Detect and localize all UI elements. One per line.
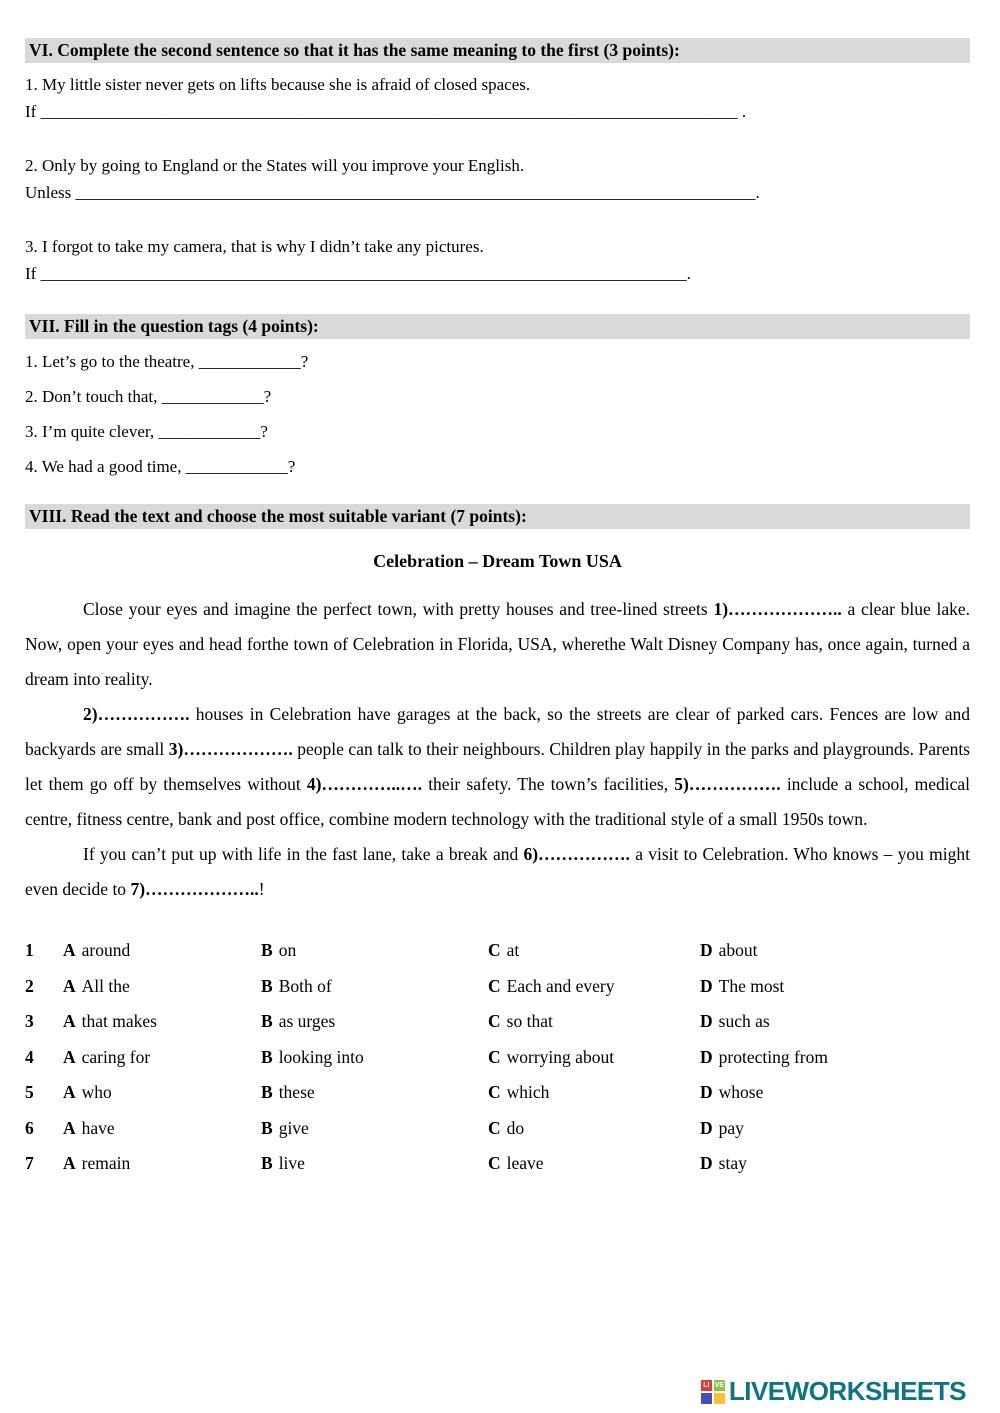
option-text: pay — [718, 1117, 744, 1138]
question-tag-line[interactable]: 4. We had a good time, ____________? — [25, 457, 296, 476]
option-text: worrying about — [506, 1046, 615, 1067]
table-row — [25, 933, 970, 969]
option-text: have — [81, 1117, 115, 1138]
option-text: All the — [81, 975, 130, 996]
option-text: protecting from — [718, 1046, 828, 1067]
option-letter: C — [488, 1046, 501, 1067]
section-vii-body — [25, 344, 970, 484]
option-text: which — [506, 1082, 550, 1102]
paragraph-segment: ! — [258, 879, 265, 899]
option-c[interactable] — [488, 1146, 700, 1182]
option-a[interactable] — [63, 1146, 261, 1182]
question-tag-line[interactable]: 2. Don’t touch that, ____________? — [25, 387, 272, 406]
table-row — [25, 1075, 970, 1111]
logo-square-red: LI — [701, 1380, 712, 1391]
option-c[interactable] — [488, 969, 700, 1005]
option-letter: D — [700, 975, 713, 996]
option-c[interactable] — [488, 1075, 700, 1111]
option-row-number: 3 — [25, 1011, 34, 1031]
table-row — [25, 1040, 970, 1076]
option-d[interactable] — [700, 1146, 970, 1182]
option-text: Both of — [278, 975, 332, 996]
gap-marker-5: 5)……………. — [674, 774, 781, 794]
option-text: do — [506, 1117, 525, 1138]
option-letter: B — [261, 940, 273, 960]
logo-square-green: VE — [714, 1381, 725, 1389]
sentence-transform-item — [25, 71, 970, 125]
option-a[interactable] — [63, 933, 261, 969]
option-b[interactable] — [261, 1111, 488, 1147]
sentence-transform-item — [25, 152, 970, 206]
option-text: whose — [718, 1082, 764, 1102]
paragraph-segment: include a school, medical centre, fitness centre, bank and post office, combine modern technology with the traditional style of a small 1950s town. — [25, 774, 970, 829]
paragraph-segment: houses in Celebration have garages at the back, so the streets are clear of parked cars. Fences are low and backyards are small — [25, 704, 970, 759]
reading-paragraph-2 — [25, 697, 970, 837]
answer-options-table — [25, 933, 970, 1182]
liveworksheets-grid-icon — [701, 1380, 725, 1404]
option-b[interactable] — [261, 1004, 488, 1040]
option-b[interactable] — [261, 969, 488, 1005]
paragraph-segment: their safety. The town’s facilities, — [422, 774, 675, 794]
option-letter: A — [63, 975, 76, 996]
option-d[interactable] — [700, 1111, 970, 1147]
option-text: about — [718, 940, 758, 960]
table-row — [25, 1004, 970, 1040]
option-text: stay — [718, 1153, 747, 1173]
section-vi-header: VI. Complete the second sentence so that it has the same meaning to the first (3 points): — [25, 38, 970, 63]
paragraph-segment: people can talk to their neighbours. Children play happily in the parks and playgrounds. Parents let them go off by themselves without — [25, 739, 970, 794]
option-b[interactable] — [261, 1075, 488, 1111]
section-vi-body — [25, 71, 970, 287]
option-text: that makes — [81, 1011, 157, 1031]
option-a[interactable] — [63, 969, 261, 1005]
gap-marker-4: 4)…………..…. — [306, 774, 423, 794]
option-letter: C — [488, 940, 501, 960]
option-text: at — [506, 940, 520, 960]
option-text: so that — [506, 1011, 553, 1031]
option-row-number: 5 — [25, 1082, 34, 1102]
gap-marker-3: 3)………………. — [168, 739, 293, 759]
option-text: caring for — [81, 1046, 151, 1067]
option-a[interactable] — [63, 1111, 261, 1147]
option-text: as urges — [278, 1011, 336, 1031]
gap-marker-2: 2)……………. — [83, 704, 190, 724]
question-tag-line[interactable]: 1. Let’s go to the theatre, ____________? — [25, 352, 309, 371]
option-letter: D — [700, 1153, 713, 1173]
option-letter: B — [261, 1046, 273, 1067]
option-letter: D — [700, 1117, 713, 1138]
gap-marker-6: 6)……………. — [523, 844, 630, 864]
table-row — [25, 1146, 970, 1182]
option-row-number: 2 — [25, 975, 34, 996]
option-text: who — [81, 1082, 112, 1102]
option-letter: B — [261, 975, 273, 996]
paragraph-segment: a visit to Celebration. Who knows – you might even decide to — [25, 844, 970, 899]
gap-marker-1: 1)……………….. — [713, 599, 842, 619]
option-text: these — [278, 1082, 315, 1102]
option-text: live — [278, 1153, 305, 1173]
answer-blank-line[interactable]: If __________________________________________________________________________________ . — [25, 102, 747, 121]
option-row-number: 1 — [25, 940, 34, 960]
sentence-transform-item — [25, 233, 970, 287]
option-letter: D — [700, 940, 713, 960]
option-letter: D — [700, 1082, 713, 1102]
option-b[interactable] — [261, 1146, 488, 1182]
option-b[interactable] — [261, 933, 488, 969]
option-a[interactable] — [63, 1075, 261, 1111]
question-tag-line[interactable]: 3. I’m quite clever, ____________? — [25, 422, 268, 441]
option-letter: A — [63, 940, 76, 960]
option-text: Each and every — [506, 975, 615, 996]
reading-paragraph-3 — [25, 837, 970, 907]
section-viii-header: VIII. Read the text and choose the most suitable variant (7 points): — [25, 504, 970, 529]
option-c[interactable] — [488, 1004, 700, 1040]
option-a[interactable] — [63, 1040, 261, 1076]
answer-blank-line[interactable]: Unless ________________________________________________________________________________. — [25, 183, 760, 202]
sentence-text: 3. I forgot to take my camera, that is why I didn’t take any pictures. — [25, 237, 484, 256]
option-letter: C — [488, 1082, 501, 1102]
option-d[interactable] — [700, 1075, 970, 1111]
option-b[interactable] — [261, 1040, 488, 1076]
option-letter: B — [261, 1011, 273, 1031]
option-text: leave — [506, 1153, 544, 1173]
logo-square-yellow — [714, 1393, 725, 1404]
table-row — [25, 1111, 970, 1147]
option-letter: B — [261, 1117, 273, 1138]
paragraph-segment: a clear blue lake. Now, open your eyes and head forthe town of Celebration in Florida, USA, wherethe Walt Disney Company has, once again, turned a dream into reality. — [25, 599, 970, 689]
option-a[interactable] — [63, 1004, 261, 1040]
option-c[interactable] — [488, 933, 700, 969]
option-letter: D — [700, 1046, 713, 1067]
option-row-number: 4 — [25, 1046, 34, 1067]
option-text: around — [81, 940, 131, 960]
option-d[interactable] — [700, 1040, 970, 1076]
option-letter: C — [488, 1011, 501, 1031]
paragraph-segment: If you can’t put up with life in the fast lane, take a break and — [83, 844, 524, 864]
option-letter: B — [261, 1082, 273, 1102]
option-letter: C — [488, 1117, 501, 1138]
option-text: remain — [81, 1153, 131, 1173]
option-letter: A — [63, 1082, 76, 1102]
sentence-text: 1. My little sister never gets on lifts because she is afraid of closed spaces. — [25, 75, 531, 94]
table-row — [25, 969, 970, 1005]
option-row-number: 6 — [25, 1117, 34, 1138]
option-c[interactable] — [488, 1040, 700, 1076]
option-text: give — [278, 1117, 309, 1138]
option-letter: A — [63, 1117, 76, 1138]
option-d[interactable] — [700, 1004, 970, 1040]
answer-blank-line[interactable]: If ____________________________________________________________________________. — [25, 264, 691, 283]
liveworksheets-wordmark: LIVEWORKSHEETS — [728, 1376, 966, 1406]
option-c[interactable] — [488, 1111, 700, 1147]
option-d[interactable] — [700, 969, 970, 1005]
option-text: The most — [718, 975, 785, 996]
option-letter: D — [700, 1011, 713, 1031]
reading-paragraph-1 — [25, 592, 970, 697]
option-letter: B — [261, 1153, 273, 1173]
option-letter: C — [488, 975, 501, 996]
option-text: on — [278, 940, 297, 960]
liveworksheets-logo[interactable] — [701, 1376, 966, 1407]
option-letter: A — [63, 1011, 76, 1031]
section-vii-header: VII. Fill in the question tags (4 points): — [25, 314, 970, 339]
paragraph-segment: Close your eyes and imagine the perfect town, with pretty houses and tree-lined streets — [83, 599, 714, 619]
sentence-text: 2. Only by going to England or the States will you improve your English. — [25, 156, 525, 175]
option-letter: C — [488, 1153, 501, 1173]
option-d[interactable] — [700, 933, 970, 969]
option-text: such as — [718, 1011, 770, 1031]
option-text: looking into — [278, 1046, 364, 1067]
logo-square-blue — [701, 1393, 712, 1404]
option-letter: A — [63, 1046, 76, 1067]
reading-text-title: Celebration – Dream Town USA — [373, 551, 622, 571]
option-letter: A — [63, 1153, 76, 1173]
option-row-number: 7 — [25, 1153, 34, 1173]
gap-marker-7: 7)……………….. — [130, 879, 259, 899]
